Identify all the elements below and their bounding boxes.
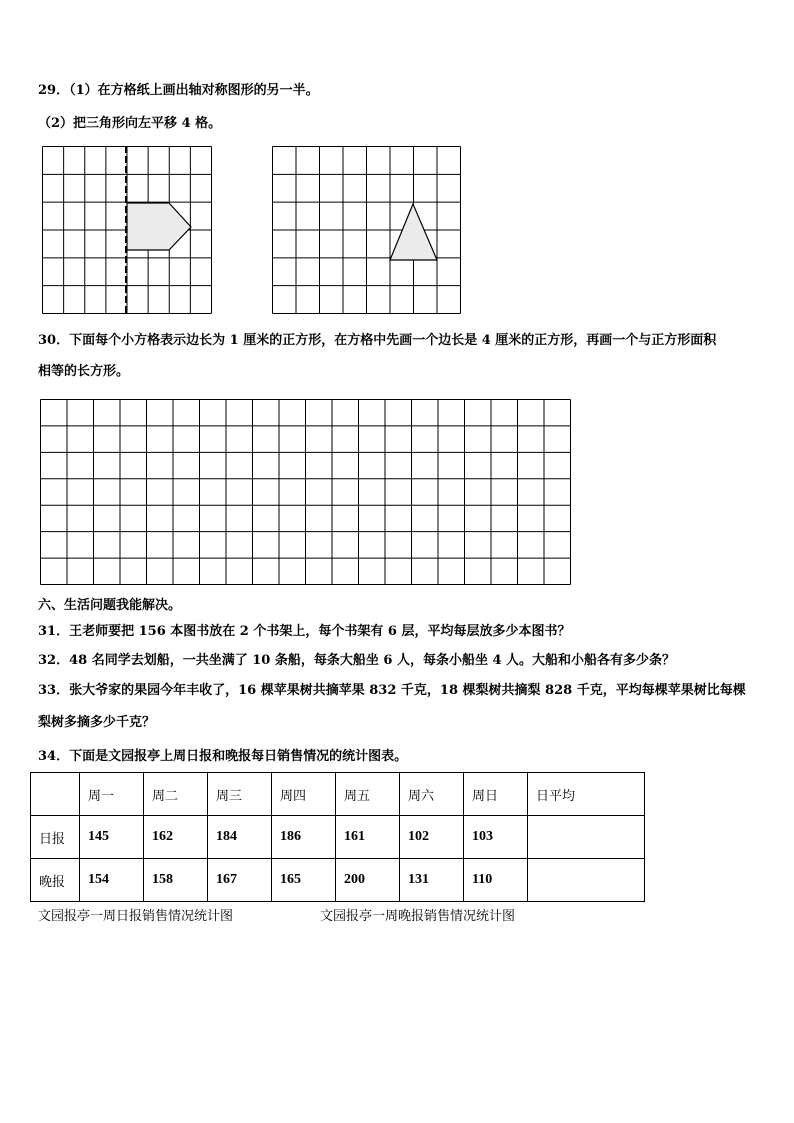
cell: 110 (464, 859, 528, 902)
cell: 184 (208, 816, 272, 859)
header-cell: 日平均 (528, 773, 645, 816)
cell: 131 (400, 859, 464, 902)
q29-line1: 29．（1）在方格纸上画出轴对称图形的另一半。 (38, 83, 319, 98)
q32: 32．48 名同学去划船，一共坐满了 10 条船，每条大船坐 6 人，每条小船坐 4 人。大船和小船各有多少条？ (38, 653, 676, 668)
cell: 165 (272, 859, 336, 902)
table-row (31, 816, 645, 859)
cell: 103 (464, 816, 528, 859)
header-cell: 周二 (144, 773, 208, 816)
cell: 162 (144, 816, 208, 859)
q31: 31．王老师要把 156 本图书放在 2 个书架上，每个书架有 6 层，平均每层放多少本图书？ (38, 624, 571, 639)
header-cell: 周五 (336, 773, 400, 816)
q33-line1: 33．张大爷家的果园今年丰收了，16 棵苹果树共摘苹果 832 千克，18 棵梨树共摘梨 828 千克，平均每棵苹果树比每棵 (38, 683, 746, 698)
cell: 186 (272, 816, 336, 859)
sales-table (30, 772, 645, 902)
chart-title-daily: 文园报亭一周日报销售情况统计图 (38, 909, 234, 924)
translation-grid (273, 147, 461, 314)
square-grid (41, 400, 571, 585)
average-cell[interactable] (528, 859, 645, 902)
cell: 145 (80, 816, 144, 859)
header-cell: 周三 (208, 773, 272, 816)
cell: 200 (336, 859, 400, 902)
average-cell[interactable] (528, 816, 645, 859)
cell: 167 (208, 859, 272, 902)
chart-title-evening: 文园报亭一周晚报销售情况统计图 (320, 909, 516, 924)
q30-line2: 相等的长方形。 (38, 364, 130, 379)
q34-intro: 34．下面是文园报亭上周日报和晚报每日销售情况的统计图表。 (38, 749, 408, 764)
cell: 161 (336, 816, 400, 859)
table-row (31, 859, 645, 902)
cell: 102 (400, 816, 464, 859)
half-shape (127, 203, 191, 250)
cell: 158 (144, 859, 208, 902)
header-cell: 周一 (80, 773, 144, 816)
cell: 154 (80, 859, 144, 902)
section-heading: 六、生活问题我能解决。 (38, 598, 182, 613)
table-header-row (31, 773, 645, 816)
q29-line2: （2）把三角形向左平移 4 格。 (38, 116, 222, 131)
triangle-shape (390, 204, 437, 260)
row-label: 晚报 (31, 859, 80, 902)
header-cell: 周六 (400, 773, 464, 816)
header-cell (31, 773, 80, 816)
q33-line2: 梨树多摘多少千克？ (38, 715, 156, 730)
q30-line1: 30．下面每个小方格表示边长为 1 厘米的正方形，在方格中先画一个边长是 4 厘米的正方形，再画一个与正方形面积 (38, 333, 717, 348)
header-cell: 周日 (464, 773, 528, 816)
header-cell: 周四 (272, 773, 336, 816)
row-label: 日报 (31, 816, 80, 859)
